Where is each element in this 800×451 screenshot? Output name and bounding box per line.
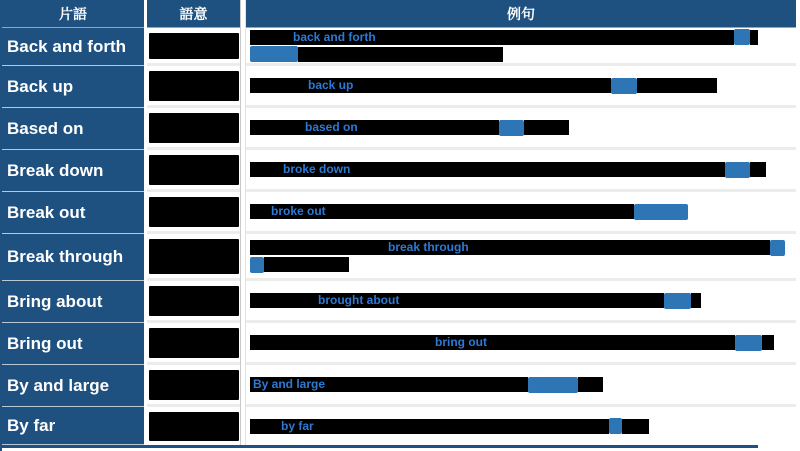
example-cell (246, 28, 796, 66)
redacted-text (750, 30, 758, 45)
meaning-cell (147, 28, 240, 66)
example-line (250, 203, 796, 220)
example-cell (246, 365, 796, 407)
header-example: 例句 (246, 0, 796, 28)
highlighted-phrase: broke out (268, 204, 329, 219)
highlighted-phrase: brought about (315, 293, 402, 308)
highlighted-redacted-text (250, 46, 298, 62)
phrase-cell (2, 323, 144, 365)
meaning-cell (147, 407, 240, 445)
example-cell (246, 407, 796, 445)
table-bottom-border (2, 445, 758, 448)
redacted-text (264, 257, 349, 272)
highlighted-redacted-text (735, 335, 762, 351)
redacted-text (250, 419, 278, 434)
phrase-cell (2, 365, 144, 407)
redacted-text (524, 120, 569, 135)
phrase-label: By far (7, 415, 56, 435)
redacted-text (250, 78, 305, 93)
phrase-label: Break down (7, 160, 104, 180)
example-cell (246, 192, 796, 234)
header-phrase: 片語 (2, 0, 144, 28)
example-cell (246, 234, 796, 281)
header-meaning: 語意 (147, 0, 240, 28)
phrase-cell (2, 108, 144, 150)
example-line (250, 239, 796, 256)
example-line (250, 256, 796, 273)
redacted-meaning (149, 33, 239, 59)
redacted-text (490, 335, 735, 350)
table-row (2, 28, 796, 66)
table-row (2, 323, 796, 365)
redacted-text (361, 120, 499, 135)
redacted-text (750, 162, 766, 177)
phrase-label: Back and forth (7, 36, 127, 56)
redacted-meaning (149, 239, 239, 274)
table-header-row (2, 0, 796, 28)
example-cell (246, 108, 796, 150)
table-row (2, 108, 796, 150)
redacted-meaning (149, 197, 239, 227)
phrase-label: By and large (7, 375, 110, 395)
redacted-meaning (149, 412, 239, 441)
redacted-meaning (149, 155, 239, 185)
table-row (2, 365, 796, 407)
example-cell (246, 66, 796, 108)
highlighted-phrase: By and large (250, 377, 328, 392)
redacted-meaning (149, 71, 239, 101)
table-row (2, 150, 796, 192)
redacted-text (762, 335, 774, 350)
highlighted-redacted-text (528, 377, 578, 393)
highlighted-redacted-text (611, 78, 637, 94)
meaning-cell (147, 108, 240, 150)
highlighted-phrase: back and forth (290, 30, 379, 45)
highlighted-redacted-text (725, 162, 750, 178)
phrase-cell (2, 150, 144, 192)
redacted-text (356, 78, 611, 93)
redacted-text (328, 377, 528, 392)
phrase-label: Back up (7, 76, 74, 96)
highlighted-phrase: broke down (280, 162, 353, 177)
table-row (2, 234, 796, 281)
meaning-cell (147, 365, 240, 407)
redacted-meaning (149, 286, 239, 316)
highlighted-redacted-text (499, 120, 524, 136)
redacted-text (622, 419, 649, 434)
redacted-text (250, 335, 432, 350)
meaning-cell (147, 192, 240, 234)
highlighted-redacted-text (250, 257, 264, 273)
table-row (2, 66, 796, 108)
meaning-cell (147, 150, 240, 192)
table-body (2, 28, 796, 445)
redacted-text (578, 377, 603, 392)
example-line (250, 77, 796, 94)
example-cell (246, 150, 796, 192)
meaning-cell (147, 281, 240, 323)
redacted-text (637, 78, 717, 93)
example-cell (246, 281, 796, 323)
highlighted-redacted-text (734, 29, 750, 45)
highlighted-phrase: break through (385, 240, 472, 255)
example-line (250, 161, 796, 178)
highlighted-redacted-text (770, 240, 785, 256)
example-line (250, 334, 796, 351)
redacted-text (250, 204, 268, 219)
phrase-cell (2, 407, 144, 445)
redacted-text (250, 120, 302, 135)
redacted-meaning (149, 370, 239, 400)
redacted-text (691, 293, 701, 308)
phrase-cell (2, 192, 144, 234)
phrase-label: Bring out (7, 333, 83, 353)
table-row (2, 192, 796, 234)
highlighted-phrase: by far (278, 419, 317, 434)
redacted-text (329, 204, 634, 219)
phrase-cell (2, 66, 144, 108)
highlighted-redacted-text (664, 293, 691, 309)
redacted-text (250, 162, 280, 177)
redacted-text (472, 240, 770, 255)
meaning-cell (147, 323, 240, 365)
table-row (2, 407, 796, 445)
highlighted-phrase: based on (302, 120, 361, 135)
example-line (250, 376, 796, 393)
redacted-text (317, 419, 609, 434)
example-line (250, 46, 796, 63)
phrase-cell (2, 28, 144, 66)
redacted-text (250, 240, 385, 255)
highlighted-phrase: bring out (432, 335, 490, 350)
highlighted-redacted-text (609, 418, 622, 434)
example-cell (246, 323, 796, 365)
meaning-cell (147, 234, 240, 281)
phrase-cell (2, 281, 144, 323)
phrase-cell (2, 234, 144, 281)
table-row (2, 281, 796, 323)
phrase-label: Break through (7, 247, 124, 266)
redacted-text (250, 30, 290, 45)
example-line (250, 418, 796, 435)
redacted-meaning (149, 113, 239, 143)
meaning-cell (147, 66, 240, 108)
redacted-text (298, 47, 503, 62)
redacted-text (353, 162, 725, 177)
redacted-meaning (149, 328, 239, 358)
phrase-label: Break out (7, 202, 86, 222)
phrase-label: Bring about (7, 291, 103, 311)
redacted-text (250, 293, 315, 308)
example-line (250, 292, 796, 309)
phrase-label: Based on (7, 118, 84, 138)
highlighted-redacted-text (634, 204, 688, 220)
redacted-text (402, 293, 664, 308)
example-line (250, 119, 796, 136)
highlighted-phrase: back up (305, 78, 356, 93)
redacted-text (379, 30, 734, 45)
example-line (250, 29, 796, 46)
